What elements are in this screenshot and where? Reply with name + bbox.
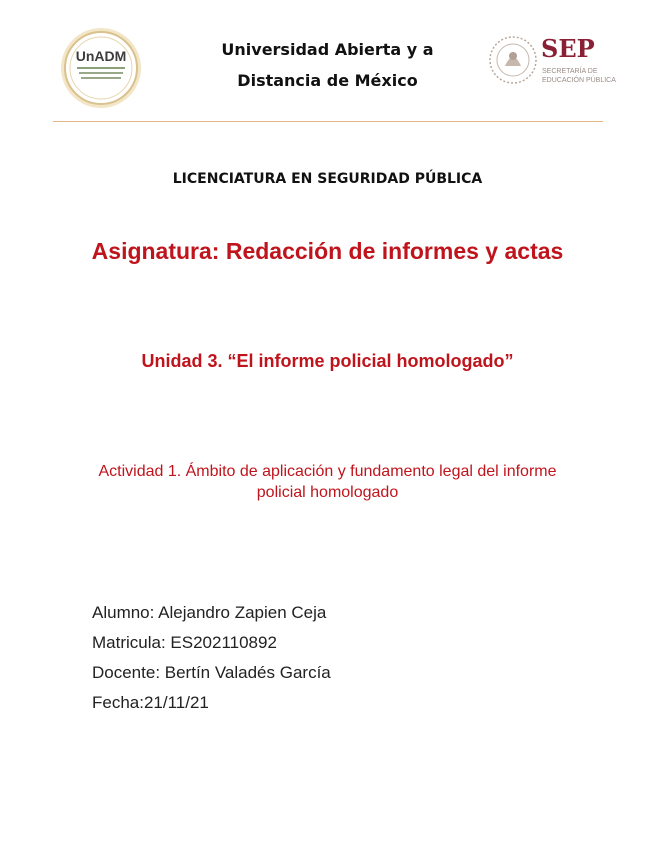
teacher-name: Docente: Bertín Valadés García (92, 663, 331, 682)
subject-title: Asignatura: Redacción de informes y actas (91, 238, 564, 264)
sep-logo-text: SEP (541, 34, 595, 63)
student-info (92, 598, 331, 718)
student-name: Alumno: Alejandro Zapien Ceja (92, 603, 327, 622)
sep-subtitle-line2: EDUCACIÓN PÚBLICA (542, 77, 616, 84)
program-title: LICENCIATURA EN SEGURIDAD PÚBLICA (172, 171, 483, 187)
header-divider (53, 121, 603, 122)
university-title (170, 34, 485, 96)
university-title-line1: Universidad Abierta y a (221, 40, 434, 59)
university-title-line2: Distancia de México (237, 71, 418, 90)
unit-title: Unidad 3. “El informe policial homologado” (141, 351, 514, 371)
unadm-logo-text: UnADM (75, 48, 127, 64)
unadm-logo (60, 27, 142, 109)
national-emblem-icon (490, 37, 536, 83)
sep-logo (485, 30, 645, 90)
date: Fecha:21/11/21 (92, 693, 209, 712)
sep-subtitle-line1: SECRETARÍA DE (542, 68, 598, 75)
activity-title: Actividad 1. Ámbito de aplicación y fundamento legal del informe policial homologado (98, 463, 557, 501)
student-id: Matricula: ES202110892 (92, 633, 277, 652)
